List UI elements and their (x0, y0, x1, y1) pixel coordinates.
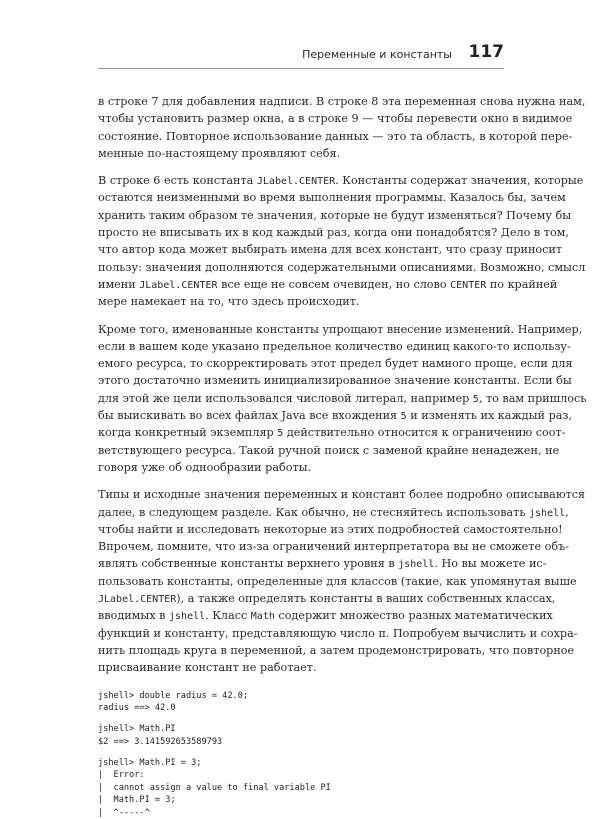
text-line: если в вашем коде указано предельное количество единиц какого-то использу- (98, 338, 504, 355)
text-line: В строке 6 есть константа JLabel.CENTER. Константы содержат значения, которые (98, 172, 504, 189)
text-line: JLabel.CENTER), а также определять константы в ваших собственных классах, (98, 590, 504, 607)
text-line: состояние. Повторное использование данных — это та область, в которой пере- (98, 128, 504, 145)
running-header (98, 40, 504, 69)
text-line: чтобы найти и исследовать некоторые из этих подробностей самостоятельно! (98, 521, 504, 538)
text-line: Впрочем, помните, что из-за ограничений интерпретатора вы не сможете объ- (98, 538, 504, 555)
text-line: Типы и исходные значения переменных и констант более подробно описываются (98, 486, 504, 503)
code-line: jshell> Math.PI = 3; (98, 757, 504, 769)
text-line: остаются неизменными во время выполнения программы. Казалось бы, зачем (98, 189, 504, 206)
text-line: пользовать константы, определенные для классов (такие, как упомянутая выше (98, 573, 504, 590)
text-line: хранить таким образом те значения, которые не будут изменяться? Почему бы (98, 207, 504, 224)
text-line: ветствующего ресурса. Такой ручной поиск с заменой крайне ненадежен, не (98, 442, 504, 459)
text-line: просто не вписывать их в код каждый раз, когда они понадобятся? Дело в том, (98, 224, 504, 241)
text-line: когда конкретный экземпляр 5 действительно относится к ограничению соот- (98, 424, 504, 441)
page-number: 117 (469, 42, 505, 62)
text-line: присваивание констант не работает. (98, 659, 504, 676)
paragraph (98, 321, 504, 477)
code-line: | Math.PI = 3; (98, 794, 504, 806)
text-line: этого достаточно изменить инициализированное значение константы. Если бы (98, 372, 504, 389)
code-line: | cannot assign a value to final variable PI (98, 782, 504, 794)
text-line: пользу: значения дополняются содержательными описаниями. Возможно, смысл (98, 259, 504, 276)
paragraph (98, 486, 504, 676)
text-line: емого ресурса, то скорректировать этот предел будет намного проще, если для (98, 355, 504, 372)
body-text (98, 93, 504, 819)
text-line: нить площадь круга в переменной, а затем продемонстрировать, что повторное (98, 642, 504, 659)
text-line: бы выискивать во всех файлах Java все вхождения 5 и изменять их каждый раз, (98, 407, 504, 424)
code-line: radius ==> 42.0 (98, 702, 504, 714)
text-line: далее, в следующем разделе. Как обычно, не стесняйтесь использовать jshell, (98, 504, 504, 521)
code-line: | ^-----^ (98, 807, 504, 819)
text-line: имени JLabel.CENTER все еще не совсем очевиден, но слово CENTER по крайней (98, 276, 504, 293)
code-line: jshell> Math.PI (98, 723, 504, 735)
text-line: менные по-настоящему проявляют себя. (98, 145, 504, 162)
code-line: jshell> double radius = 42.0; (98, 690, 504, 702)
text-line: для этой же цели использовался числовой литерал, например 5, то вам пришлось (98, 390, 504, 407)
text-line: чтобы установить размер окна, а в строке 9 — чтобы перевести окно в видимое (98, 110, 504, 127)
text-line: что автор кода может выбирать имена для всех констант, что сразу приносит (98, 241, 504, 258)
code-line: | Error: (98, 769, 504, 781)
text-line: говоря уже об однообразии работы. (98, 459, 504, 476)
text-line: мере намекает на то, что здесь происходит. (98, 293, 504, 310)
paragraph (98, 172, 504, 310)
paragraph (98, 93, 504, 162)
code-line: $2 ==> 3.141592653589793 (98, 736, 504, 748)
text-line: являть собственные константы верхнего уровня в jshell. Но вы можете ис- (98, 555, 504, 572)
text-line: Кроме того, именованные константы упрощают внесение изменений. Например, (98, 321, 504, 338)
code-listing (98, 690, 504, 819)
chapter-title: Переменные и константы (302, 48, 452, 61)
text-line: вводимых в jshell. Класс Math содержит множество разных математических (98, 607, 504, 624)
text-line: в строке 7 для добавления надписи. В строке 8 эта переменная снова нужна нам, (98, 93, 504, 110)
text-line: функций и константу, представляющую число π. Попробуем вычислить и сохра- (98, 625, 504, 642)
